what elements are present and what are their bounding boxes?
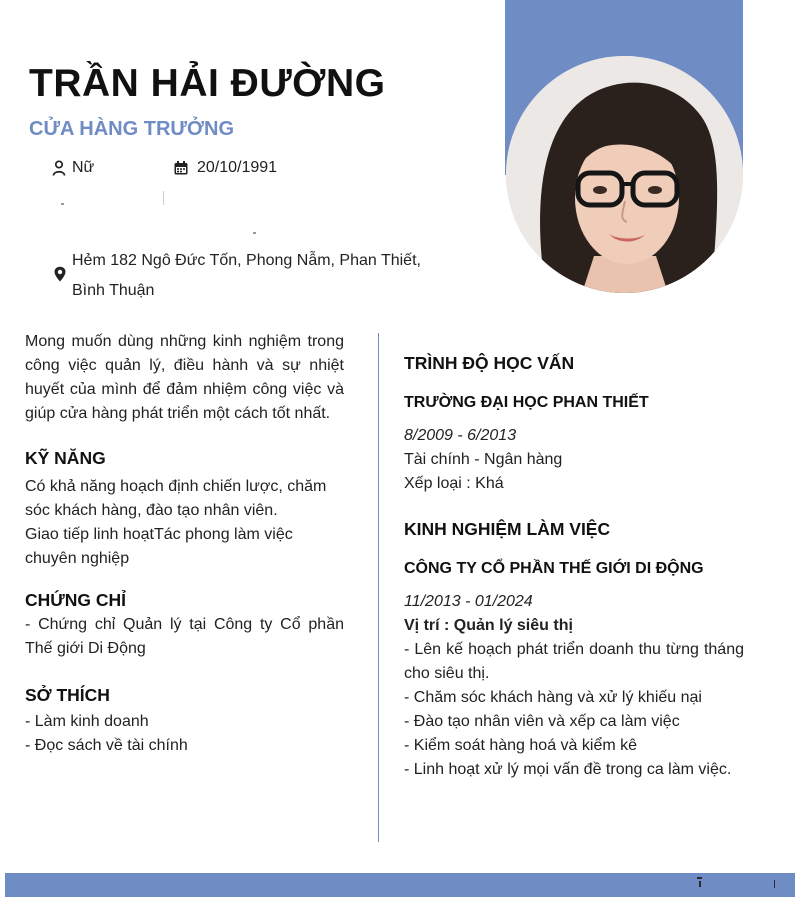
person-icon <box>52 160 68 176</box>
hobby-item: - Đọc sách về tài chính <box>25 737 188 754</box>
duty-item: - Lên kế hoạch phát triển doanh thu từng tháng cho siêu thị. <box>404 641 744 682</box>
footer-band <box>5 873 795 897</box>
faint-mark <box>253 232 256 234</box>
profile-photo <box>506 56 743 293</box>
right-column <box>404 353 744 782</box>
calendar-icon <box>173 160 189 176</box>
job-position: Vị trí : Quản lý siêu thị <box>404 617 573 634</box>
duty-item: - Kiểm soát hàng hoá và kiểm kê <box>404 737 638 754</box>
duty-item: - Đào tạo nhân viên và xếp ca làm việc <box>404 713 680 730</box>
certificates-heading: CHỨNG CHỈ <box>25 590 127 610</box>
hobbies-heading: SỞ THÍCH <box>25 685 110 705</box>
skills-heading: KỸ NĂNG <box>25 448 106 468</box>
education-period: 8/2009 - 6/2013 <box>404 427 517 444</box>
job-title: CỬA HÀNG TRƯỞNG <box>29 118 235 140</box>
experience-heading: KINH NGHIỆM LÀM VIỆC <box>404 519 611 539</box>
school-name: TRƯỜNG ĐẠI HỌC PHAN THIẾT <box>404 394 649 411</box>
certificate-item: - Chứng chỉ Quản lý tại Công ty Cổ phần Thế giới Di Động <box>25 616 344 657</box>
left-column <box>25 330 344 758</box>
address-value: Hẻm 182 Ngô Đức Tốn, Phong Nẫm, Phan Thiết, Bình Thuận <box>72 252 421 299</box>
experience-period: 11/2013 - 01/2024 <box>404 593 533 610</box>
footer-mark <box>774 880 775 888</box>
company-name: CÔNG TY CỔ PHẦN THẾ GIỚI DI ĐỘNG <box>404 560 704 577</box>
duty-item: - Linh hoạt xử lý mọi vấn đề trong ca làm việc. <box>404 761 732 778</box>
career-objective: Mong muốn dùng những kinh nghiệm trong công việc quản lý, điều hành và sự nhiệt huyết của mình để đảm nhiệm công việc và giúp cửa hàng phát triển một cách tốt nhất. <box>25 333 344 422</box>
skill-item: Có khả năng hoạch định chiến lược, chăm sóc khách hàng, đào tạo nhân viên. <box>25 478 327 519</box>
hobby-item: - Làm kinh doanh <box>25 713 149 730</box>
candidate-name: TRẦN HẢI ĐƯỜNG <box>29 62 386 105</box>
education-major: Tài chính - Ngân hàng <box>404 451 563 468</box>
map-pin-icon <box>53 266 67 282</box>
faint-mark <box>61 203 64 205</box>
faint-divider <box>163 191 164 205</box>
skill-item: Giao tiếp linh hoạtTác phong làm việc chuyên nghiệp <box>25 526 293 567</box>
education-grade: Xếp loại : Khá <box>404 475 504 492</box>
dob-value: 20/10/1991 <box>197 159 278 176</box>
duty-item: - Chăm sóc khách hàng và xử lý khiếu nại <box>404 689 702 706</box>
gender-value: Nữ <box>72 159 95 176</box>
column-divider <box>378 333 379 842</box>
education-heading: TRÌNH ĐỘ HỌC VẤN <box>404 353 575 373</box>
footer-mark <box>699 881 701 887</box>
footer-mark <box>697 877 702 879</box>
